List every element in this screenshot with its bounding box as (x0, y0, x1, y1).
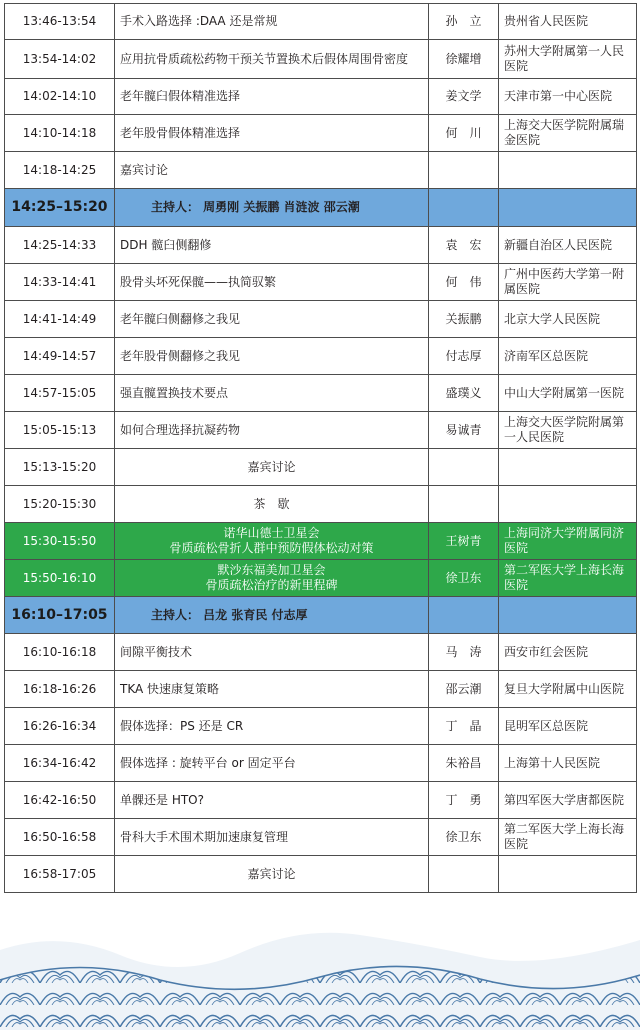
time-cell: 14:33-14:41 (5, 264, 115, 301)
topic-cell: 嘉宾讨论 (115, 856, 429, 893)
schedule-row (5, 819, 637, 856)
time-cell: 14:10-14:18 (5, 115, 115, 152)
topic-cell: 骨科大手术围术期加速康复管理 (115, 819, 429, 856)
topic-cell: 茶 歇 (115, 486, 429, 523)
schedule-row (5, 523, 637, 560)
hospital-cell (499, 856, 637, 893)
wave-pattern-footer (0, 895, 640, 1030)
speaker-cell (429, 856, 499, 893)
speaker-cell: 邵云潮 (429, 671, 499, 708)
hospital-cell (499, 486, 637, 523)
topic-cell: 诺华山德士卫星会 骨质疏松骨折人群中预防假体松动对策 (115, 523, 429, 560)
time-cell: 16:42-16:50 (5, 782, 115, 819)
schedule-row (5, 4, 637, 40)
hospital-cell: 上海第十人民医院 (499, 745, 637, 782)
time-cell: 14:25–15:20 (5, 189, 115, 227)
schedule-row (5, 40, 637, 79)
topic-cell: 强直髋置换技术要点 (115, 375, 429, 412)
schedule-row (5, 560, 637, 597)
time-cell: 16:34-16:42 (5, 745, 115, 782)
topic-cell: 应用抗骨质疏松药物干预关节置换术后假体周围骨密度 (115, 40, 429, 79)
speaker-cell: 徐卫东 (429, 819, 499, 856)
hospital-cell: 上海交大医学院附属瑞金医院 (499, 115, 637, 152)
time-cell: 16:10–17:05 (5, 597, 115, 634)
hospital-cell: 第四军医大学唐都医院 (499, 782, 637, 819)
speaker-cell: 丁 晶 (429, 708, 499, 745)
hospital-cell: 上海同济大学附属同济医院 (499, 523, 637, 560)
time-cell: 16:18-16:26 (5, 671, 115, 708)
speaker-cell: 盛璞义 (429, 375, 499, 412)
hospital-cell: 天津市第一中心医院 (499, 79, 637, 115)
speaker-cell: 姜文学 (429, 79, 499, 115)
topic-cell: 假体选择 : 旋转平台 or 固定平台 (115, 745, 429, 782)
hospital-cell: 昆明军区总医院 (499, 708, 637, 745)
schedule-row (5, 338, 637, 375)
time-cell: 15:05-15:13 (5, 412, 115, 449)
schedule-row (5, 412, 637, 449)
hospital-cell: 苏州大学附属第一人民医院 (499, 40, 637, 79)
speaker-cell (429, 486, 499, 523)
topic-cell: 默沙东福美加卫星会 骨质疏松治疗的新里程碑 (115, 560, 429, 597)
hospital-cell: 复旦大学附属中山医院 (499, 671, 637, 708)
schedule-row (5, 634, 637, 671)
time-cell: 14:25-14:33 (5, 227, 115, 264)
hospital-cell (499, 189, 637, 227)
topic-cell: 嘉宾讨论 (115, 152, 429, 189)
schedule-row (5, 189, 637, 227)
topic-cell: DDH 髋臼侧翻修 (115, 227, 429, 264)
time-cell: 14:49-14:57 (5, 338, 115, 375)
speaker-cell: 何 伟 (429, 264, 499, 301)
topic-cell: 老年髋臼侧翻修之我见 (115, 301, 429, 338)
hospital-cell: 贵州省人民医院 (499, 4, 637, 40)
topic-cell: 手术入路选择 :DAA 还是常规 (115, 4, 429, 40)
schedule-table (4, 3, 637, 893)
speaker-cell: 丁 勇 (429, 782, 499, 819)
speaker-cell: 朱裕昌 (429, 745, 499, 782)
time-cell: 15:20-15:30 (5, 486, 115, 523)
schedule-row (5, 79, 637, 115)
time-cell: 15:50-16:10 (5, 560, 115, 597)
speaker-cell (429, 189, 499, 227)
topic-cell: 主持人： 吕龙 张育民 付志厚 (115, 597, 429, 634)
topic-cell: 如何合理选择抗凝药物 (115, 412, 429, 449)
topic-cell: 老年髋臼假体精准选择 (115, 79, 429, 115)
speaker-cell: 关振鹏 (429, 301, 499, 338)
speaker-cell (429, 449, 499, 486)
time-cell: 16:58-17:05 (5, 856, 115, 893)
speaker-cell: 袁 宏 (429, 227, 499, 264)
time-cell: 16:10-16:18 (5, 634, 115, 671)
hospital-cell: 中山大学附属第一医院 (499, 375, 637, 412)
speaker-cell (429, 152, 499, 189)
topic-cell: 老年股骨侧翻修之我见 (115, 338, 429, 375)
schedule-row (5, 264, 637, 301)
schedule-row (5, 782, 637, 819)
time-cell: 14:41-14:49 (5, 301, 115, 338)
topic-cell: 假体选择：PS 还是 CR (115, 708, 429, 745)
topic-cell: 股骨头坏死保髋——执简驭繁 (115, 264, 429, 301)
hospital-cell: 新疆自治区人民医院 (499, 227, 637, 264)
schedule-row (5, 375, 637, 412)
hospital-cell: 广州中医药大学第一附属医院 (499, 264, 637, 301)
hospital-cell: 第二军医大学上海长海医院 (499, 560, 637, 597)
time-cell: 15:13-15:20 (5, 449, 115, 486)
hospital-cell: 上海交大医学院附属第一人民医院 (499, 412, 637, 449)
topic-cell: 单髁还是 HTO? (115, 782, 429, 819)
speaker-cell: 付志厚 (429, 338, 499, 375)
schedule-row (5, 597, 637, 634)
time-cell: 14:02-14:10 (5, 79, 115, 115)
speaker-cell: 徐卫东 (429, 560, 499, 597)
time-cell: 13:54-14:02 (5, 40, 115, 79)
time-cell: 14:57-15:05 (5, 375, 115, 412)
schedule-row (5, 856, 637, 893)
speaker-cell: 易诚青 (429, 412, 499, 449)
time-cell: 15:30-15:50 (5, 523, 115, 560)
hospital-cell (499, 152, 637, 189)
speaker-cell: 孙 立 (429, 4, 499, 40)
schedule-row (5, 301, 637, 338)
schedule-row (5, 708, 637, 745)
schedule-row (5, 449, 637, 486)
topic-cell: 间隙平衡技术 (115, 634, 429, 671)
speaker-cell: 王树青 (429, 523, 499, 560)
hospital-cell: 济南军区总医院 (499, 338, 637, 375)
schedule-row (5, 745, 637, 782)
hospital-cell: 第二军医大学上海长海医院 (499, 819, 637, 856)
schedule-row (5, 115, 637, 152)
time-cell: 16:50-16:58 (5, 819, 115, 856)
schedule-row (5, 152, 637, 189)
schedule-row (5, 671, 637, 708)
speaker-cell: 马 涛 (429, 634, 499, 671)
time-cell: 13:46-13:54 (5, 4, 115, 40)
topic-cell: 嘉宾讨论 (115, 449, 429, 486)
schedule-row (5, 227, 637, 264)
topic-cell: 老年股骨假体精准选择 (115, 115, 429, 152)
speaker-cell: 何 川 (429, 115, 499, 152)
hospital-cell (499, 597, 637, 634)
topic-cell: TKA 快速康复策略 (115, 671, 429, 708)
hospital-cell: 西安市红会医院 (499, 634, 637, 671)
schedule-row (5, 486, 637, 523)
hospital-cell (499, 449, 637, 486)
time-cell: 16:26-16:34 (5, 708, 115, 745)
hospital-cell: 北京大学人民医院 (499, 301, 637, 338)
speaker-cell (429, 597, 499, 634)
topic-cell: 主持人： 周勇刚 关振鹏 肖涟波 邵云潮 (115, 189, 429, 227)
speaker-cell: 徐耀增 (429, 40, 499, 79)
schedule-body (5, 4, 637, 893)
time-cell: 14:18-14:25 (5, 152, 115, 189)
